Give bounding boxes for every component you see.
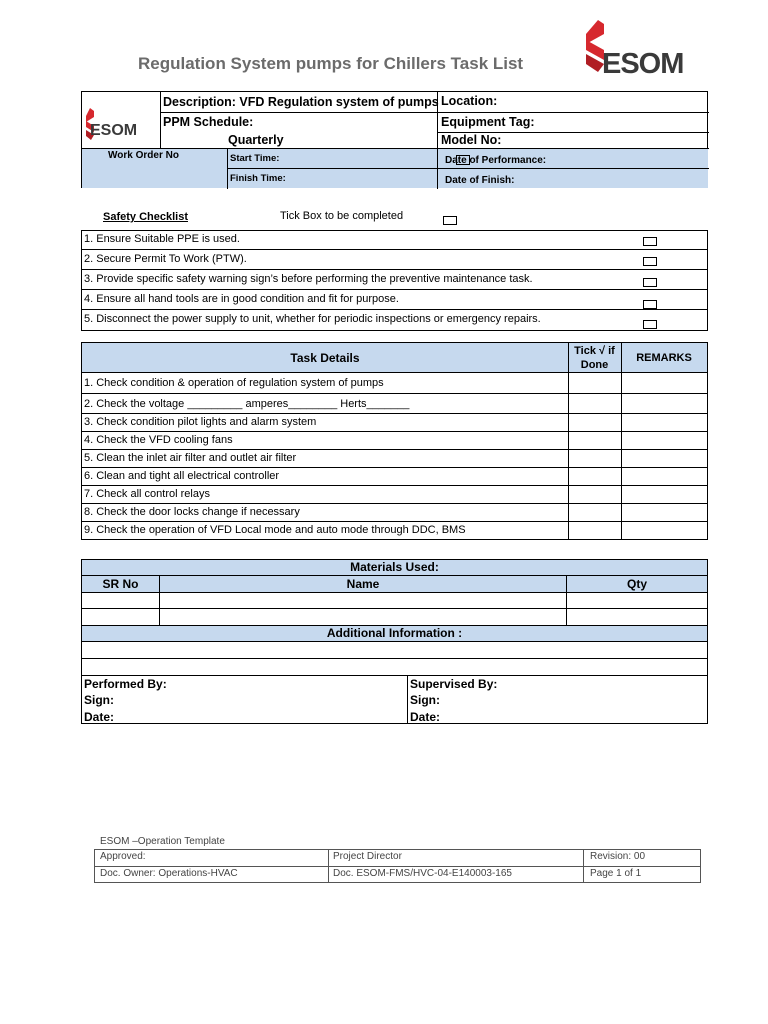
sr-no-header: SR No	[102, 577, 139, 591]
additional-row	[82, 642, 707, 659]
performance-checkbox[interactable]	[456, 155, 470, 165]
safety-checkbox[interactable]	[643, 257, 657, 266]
supervised-by-label: Supervised By:	[410, 677, 498, 691]
task-table-header	[82, 343, 707, 373]
esom-logo	[580, 20, 710, 80]
name-header: Name	[346, 577, 380, 591]
footer-revision: Revision: 00	[590, 851, 646, 862]
date-of-performance-label: Date of Performance:	[445, 155, 547, 166]
start-time-label: Start Time:	[230, 153, 280, 164]
remarks-header: REMARKS	[636, 352, 692, 364]
finish-time-label: Finish Time:	[230, 173, 286, 184]
description-label: Description: VFD Regulation system of pumps	[163, 95, 439, 109]
footer-approved: Approved:	[100, 851, 146, 862]
qty-header: Qty	[626, 577, 647, 591]
page-title: Regulation System pumps for Chillers Task List	[138, 54, 524, 73]
table-row: 9. Check the operation of VFD Local mode and auto mode through DDC, BMS	[82, 522, 708, 540]
footer-project-director: Project Director	[333, 851, 402, 862]
tick-box-note: Tick Box to be completed	[280, 210, 404, 222]
table-row: 5. Clean the inlet air filter and outlet air filter	[82, 450, 708, 468]
safety-checklist-heading: Safety Checklist	[103, 211, 188, 223]
safety-checkbox[interactable]	[643, 320, 657, 329]
work-order-label: Work Order No	[108, 150, 179, 161]
small-logo-text: ESOM	[90, 122, 138, 139]
table-row: 6. Clean and tight all electrical controller	[82, 468, 708, 486]
date-right-label: Date:	[410, 710, 441, 724]
logo-text: ESOM	[602, 48, 684, 80]
sign-right-label: Sign:	[410, 693, 440, 707]
model-no-label: Model No:	[441, 133, 502, 147]
table-row: 8. Check the door locks change if necessary	[82, 504, 708, 522]
list-item: 1. Ensure Suitable PPE is used.	[82, 230, 708, 250]
table-row: 7. Check all control relays	[82, 486, 708, 504]
ppm-schedule-value: Quarterly	[228, 133, 284, 147]
additional-row	[82, 659, 707, 676]
equipment-tag-label: Equipment Tag:	[441, 115, 535, 129]
additional-information-heading: Additional Information :	[82, 626, 707, 642]
performed-by-label: Performed By:	[84, 677, 167, 691]
tick-box-legend	[443, 216, 457, 225]
location-label: Location:	[441, 94, 498, 108]
date-of-finish-label: Date of Finish:	[445, 175, 515, 186]
safety-checkbox[interactable]	[643, 300, 657, 309]
ppm-schedule-label: PPM Schedule:	[163, 115, 254, 129]
footer-doc-owner: Doc. Owner: Operations-HVAC	[100, 868, 238, 879]
table-row: 1. Check condition & operation of regulation system of pumps	[82, 373, 708, 394]
table-row	[82, 609, 707, 626]
table-row: 3. Check condition pilot lights and alarm system	[82, 414, 708, 432]
materials-columns	[82, 576, 707, 593]
sign-left-label: Sign:	[84, 693, 114, 707]
table-row: 2. Check the voltage _________ amperes________ Herts_______	[82, 394, 708, 414]
list-item: 5. Disconnect the power supply to unit, whether for periodic inspections or emergency repairs.	[82, 310, 708, 331]
small-logo	[82, 92, 160, 148]
list-item: 3. Provide specific safety warning sign’s before performing the preventive maintenance task.	[82, 270, 708, 290]
footer-doc-id: Doc. ESOM-FMS/HVC-04-E140003-165	[333, 868, 512, 879]
task-details-header: Task Details	[290, 351, 360, 365]
tick-header-line2: Done	[580, 359, 609, 371]
list-item: 4. Ensure all hand tools are in good condition and fit for purpose.	[82, 290, 708, 310]
footer-page: Page 1 of 1	[590, 868, 642, 879]
footer-template-label: ESOM –Operation Template	[100, 836, 225, 847]
list-item: 2. Secure Permit To Work (PTW).	[82, 250, 708, 270]
info-table	[81, 91, 708, 188]
table-row	[82, 593, 707, 609]
table-row: 4. Check the VFD cooling fans	[82, 432, 708, 450]
date-left-label: Date:	[84, 710, 115, 724]
safety-checkbox[interactable]	[643, 237, 657, 246]
safety-checkbox[interactable]	[643, 278, 657, 287]
materials-heading: Materials Used:	[82, 560, 707, 576]
tick-header-line1: Tick √ if	[574, 345, 615, 357]
